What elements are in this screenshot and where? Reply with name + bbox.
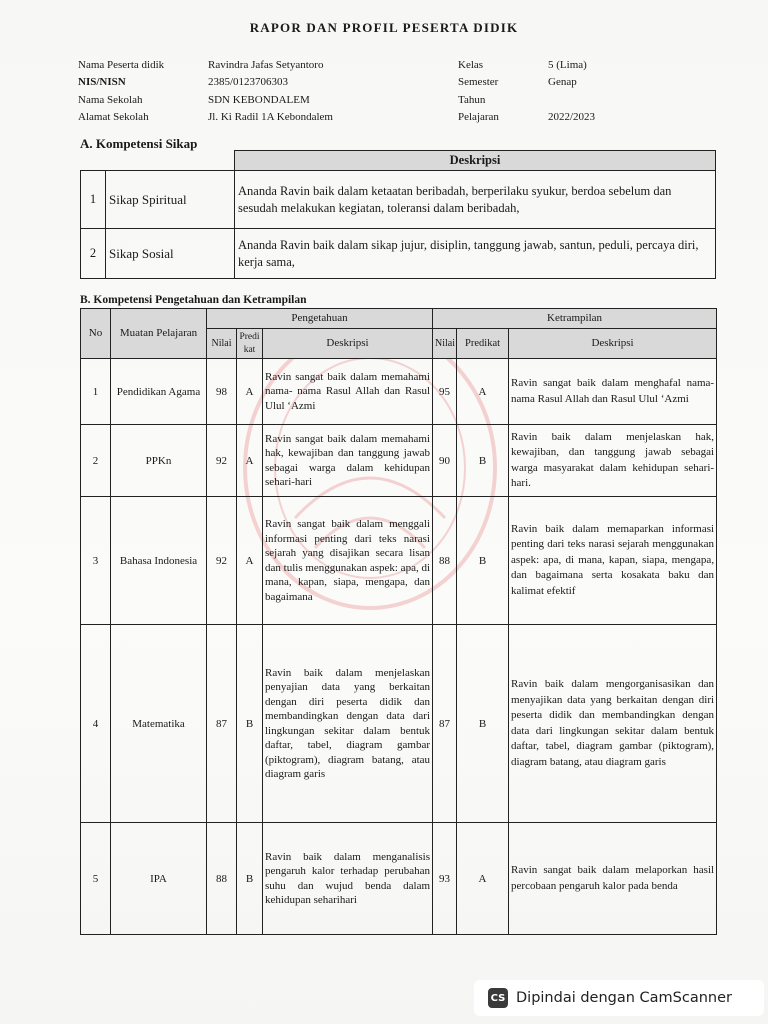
skills-grade: B xyxy=(457,497,509,625)
attitude-description: Ananda Ravin baik dalam ketaatan beribadah, berperilaku syukur, berdoa sebelum dan sesudah melakukan kegiatan, toleransi dalam beribadah, xyxy=(235,171,716,229)
identity-label: Pelajaran xyxy=(458,111,499,124)
knowledge-grade: B xyxy=(237,823,263,935)
identity-value: 2022/2023 xyxy=(548,111,596,124)
row-number: 2 xyxy=(81,425,111,497)
skills-grade: A xyxy=(457,359,509,425)
identity-value: 5 (Lima) xyxy=(548,58,587,71)
identity-label: Nama Sekolah xyxy=(78,93,143,106)
identity-label: Semester xyxy=(458,76,499,89)
skills-grade: A xyxy=(457,823,509,935)
table-header-row xyxy=(81,151,716,171)
subject-name: Bahasa Indonesia xyxy=(111,497,207,625)
identity-label: NIS/NISN xyxy=(78,76,126,89)
identity-value: Jl. Ki Radil 1A Kebondalem xyxy=(208,111,333,124)
skills-description: Ravin sangat baik dalam melaporkan hasil percobaan pengaruh kalor pada benda xyxy=(509,823,717,935)
attitude-table xyxy=(80,150,716,279)
skills-grade-header: Predikat xyxy=(457,329,509,359)
table-header-row xyxy=(81,309,717,329)
skills-description: Ravin baik dalam mengorganisasikan dan menyajikan data yang berkaitan dengan diri peserta didik dan membandingkan dengan data dari lingkungan sekitar dalam bentuk daftar, tabel, diagram gambar (piktogram), diagram batang, atau diagram garis xyxy=(509,625,717,823)
identity-label: Tahun xyxy=(458,93,486,106)
table-row xyxy=(81,359,717,425)
knowledge-score: 88 xyxy=(207,823,237,935)
skills-description: Ravin baik dalam memaparkan informasi penting dari teks narasi sejarah menggunakan aspek: apa, di mana, kapan, siapa, mengapa, dan bagaimana serta kosakata baku dan kalimat efektif xyxy=(509,497,717,625)
identity-row xyxy=(78,109,718,127)
identity-row xyxy=(78,91,718,109)
knowledge-grade: A xyxy=(237,425,263,497)
subject-header: Muatan Pelajaran xyxy=(111,309,207,359)
identity-value: Genap xyxy=(548,76,577,89)
subject-name: PPKn xyxy=(111,425,207,497)
table-row xyxy=(81,625,717,823)
skills-description: Ravin sangat baik dalam menghafal nama- nama Rasul Allah dan Rasul Ulul ‘Azmi xyxy=(509,359,717,425)
identity-value: Ravindra Jafas Setyantoro xyxy=(208,58,324,71)
attitude-name: Sikap Sosial xyxy=(106,229,235,279)
skills-grade: B xyxy=(457,625,509,823)
identity-row xyxy=(78,74,718,92)
description-header: Deskripsi xyxy=(235,151,716,171)
camscanner-logo-icon: CS xyxy=(488,988,508,1008)
skills-header: Ketrampilan xyxy=(433,309,717,329)
knowledge-header: Pengetahuan xyxy=(207,309,433,329)
attitude-name: Sikap Spiritual xyxy=(106,171,235,229)
identity-label: Alamat Sekolah xyxy=(78,111,149,124)
no-header: No xyxy=(81,309,111,359)
table-row xyxy=(81,171,716,229)
knowledge-description: Ravin baik dalam menjelaskan penyajian data yang berkaitan dengan diri peserta didik dan membandingkan dengan data dari lingkungan sekitar dalam bentuk daftar, tabel, diagram gambar (piktogram), diagram batang, atau diagram garis xyxy=(263,625,433,823)
knowledge-grade: B xyxy=(237,625,263,823)
table-row xyxy=(81,497,717,625)
row-number: 1 xyxy=(81,359,111,425)
empty-header xyxy=(81,151,235,171)
knowledge-grade: A xyxy=(237,359,263,425)
identity-label: Nama Peserta didik xyxy=(78,58,165,71)
skills-score: 87 xyxy=(433,625,457,823)
skills-score: 95 xyxy=(433,359,457,425)
knowledge-score: 92 xyxy=(207,425,237,497)
skills-score-header: Nilai xyxy=(433,329,457,359)
document-title: RAPOR DAN PROFIL PESERTA DIDIK xyxy=(249,20,519,35)
subject-name: Matematika xyxy=(111,625,207,823)
identity-value: SDN KEBONDALEM xyxy=(208,93,310,106)
row-number: 2 xyxy=(81,229,106,279)
knowledge-desc-header: Deskripsi xyxy=(263,329,433,359)
student-identity xyxy=(78,56,718,126)
table-row xyxy=(81,823,717,935)
skills-score: 90 xyxy=(433,425,457,497)
row-number: 1 xyxy=(81,171,106,229)
camscanner-text: Dipindai dengan CamScanner xyxy=(516,990,733,1006)
knowledge-score: 98 xyxy=(207,359,237,425)
row-number: 4 xyxy=(81,625,111,823)
subject-name: IPA xyxy=(111,823,207,935)
table-row xyxy=(81,229,716,279)
camscanner-badge xyxy=(474,980,764,1016)
attitude-description: Ananda Ravin baik dalam sikap jujur, disiplin, tanggung jawab, santun, peduli, percaya diri, kerja sama, xyxy=(235,229,716,279)
skills-score: 88 xyxy=(433,497,457,625)
knowledge-grade-header: Predikat xyxy=(237,329,263,359)
knowledge-score: 92 xyxy=(207,497,237,625)
identity-value: 2385/0123706303 xyxy=(208,76,289,89)
knowledge-grade: A xyxy=(237,497,263,625)
section-a-title: A. Kompetensi Sikap xyxy=(80,136,198,151)
skills-score: 93 xyxy=(433,823,457,935)
knowledge-description: Ravin sangat baik dalam menggali informasi penting dari teks narasi sejarah yang disajikan secara lisan dan tulis menggunakan aspek: apa, di mana, kapan, siapa, mengapa, dan bagaimana xyxy=(263,497,433,625)
knowledge-score: 87 xyxy=(207,625,237,823)
row-number: 5 xyxy=(81,823,111,935)
knowledge-description: Ravin baik dalam menganalisis pengaruh kalor terhadap perubahan suhu dan wujud benda dalam kehidupan seharihari xyxy=(263,823,433,935)
skills-grade: B xyxy=(457,425,509,497)
table-row xyxy=(81,425,717,497)
knowledge-description: Ravin sangat baik dalam memahami nama- nama Rasul Allah dan Rasul Ulul ‘Azmi xyxy=(263,359,433,425)
row-number: 3 xyxy=(81,497,111,625)
knowledge-description: Ravin sangat baik dalam memahami hak, kewajiban dan tanggung jawab sebagai warga dalam kehidupan sehari-hari xyxy=(263,425,433,497)
competency-table xyxy=(80,308,717,935)
identity-label: Kelas xyxy=(458,58,484,71)
identity-row xyxy=(78,56,718,74)
skills-description: Ravin baik dalam menjelaskan hak, kewajiban, dan tanggung jawab sebagai warga masyarakat dalam kehidupan sehari-hari. xyxy=(509,425,717,497)
knowledge-score-header: Nilai xyxy=(207,329,237,359)
skills-desc-header: Deskripsi xyxy=(509,329,717,359)
section-b-title: B. Kompetensi Pengetahuan dan Ketrampilan xyxy=(80,294,307,306)
subject-name: Pendidikan Agama xyxy=(111,359,207,425)
